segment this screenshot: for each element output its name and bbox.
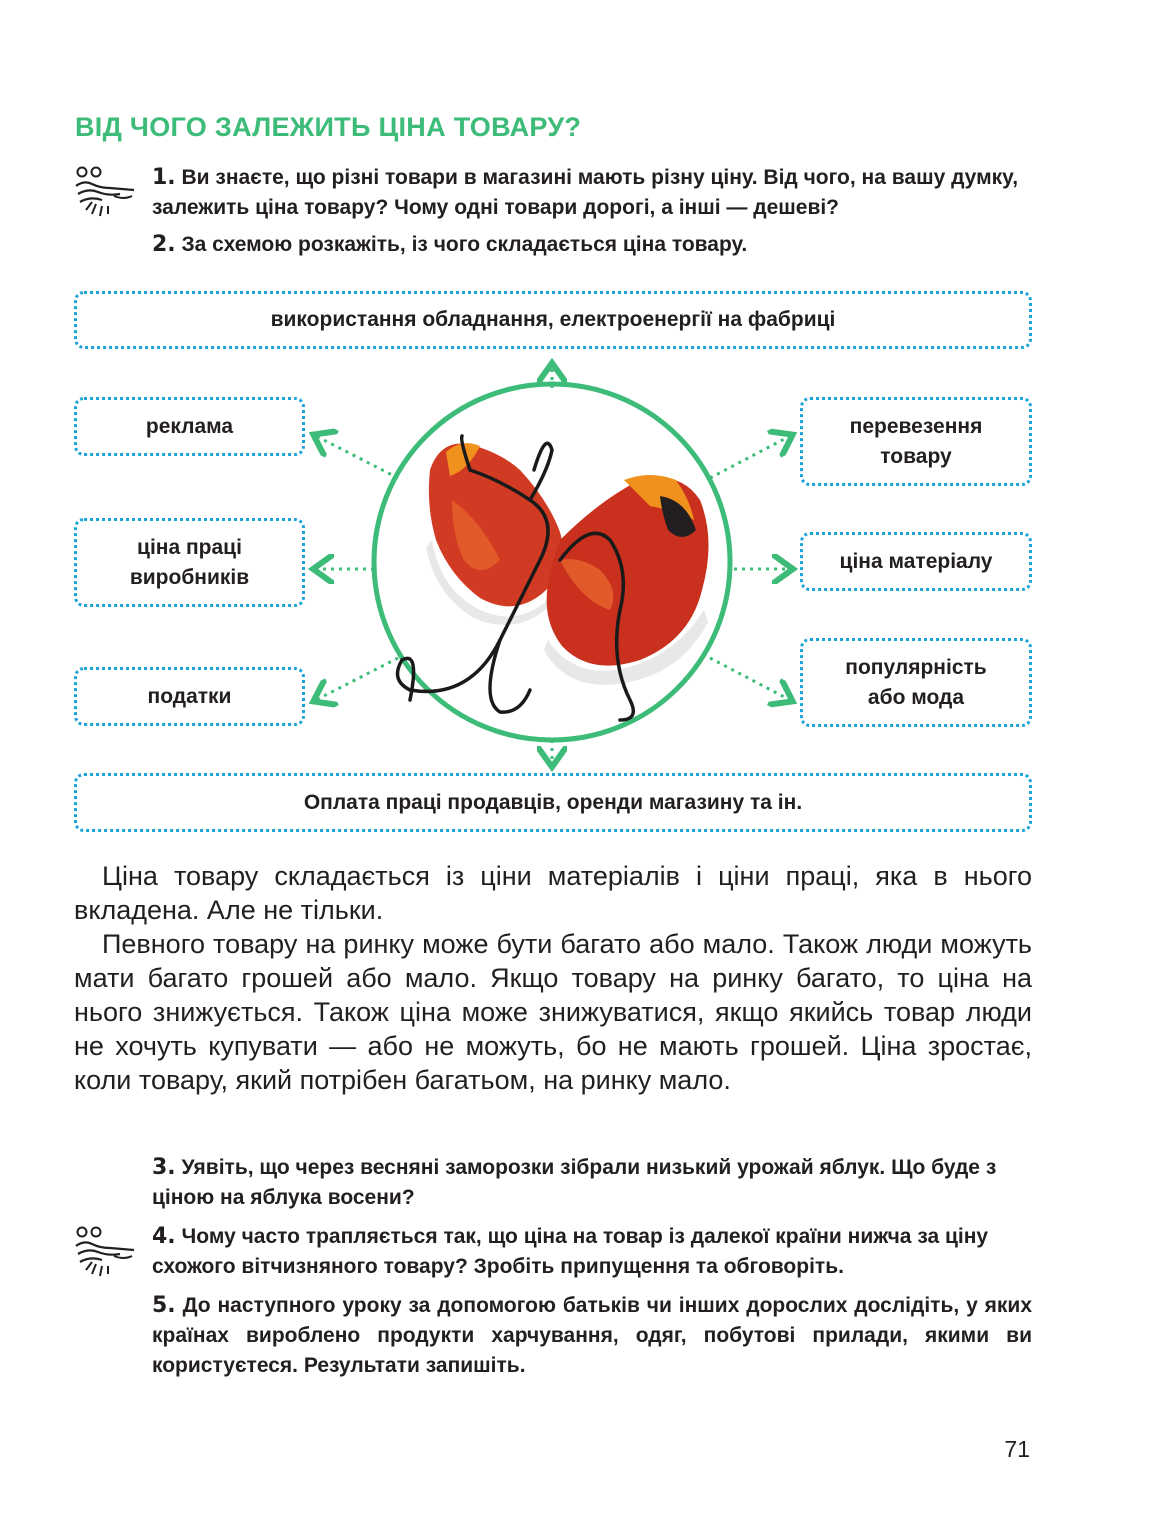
task-4 — [152, 1222, 1032, 1282]
task-number: 3. — [152, 1155, 176, 1180]
arrow-right-1 — [710, 436, 790, 478]
diagram-box-right-3: популярність або мода — [800, 638, 1032, 727]
paragraph-2 — [74, 927, 1032, 1097]
paragraph-text: Певного товару на ринку може бути багато або мало. Також люди можуть мати багато грошей або мало. Якщо товару на ринку багато, то ціна на нього знижується. Також ціна може знижуватися, якщо якийсь товар люди не хочуть купувати — або не можуть, бо не мають грошей. Ціна зростає, коли товару, який потрібен багатьом, на ринку мало. — [74, 929, 1032, 1095]
page-heading: ВІД ЧОГО ЗАЛЕЖИТЬ ЦІНА ТОВАРУ? — [75, 112, 582, 142]
task-text: Ви знаєте, що різні товари в магазині мають різну ціну. Від чого, на вашу думку, залежить ціна товару? Чому одні товари дорогі, а інші — дешеві? — [152, 166, 1019, 219]
diagram-box-left-1: реклама — [74, 397, 305, 456]
task-text: Чому часто трапляється так, що ціна на товар із далекої країни нижча за ціну схожого вітчизняного товару? Зробіть припущення та обговоріть. — [152, 1225, 989, 1278]
paragraph-text: Ціна товару складається із ціни матеріалів і ціни праці, яка в нього вкладена. Але не тільки. — [74, 861, 1032, 925]
task-number: 4. — [152, 1224, 176, 1249]
task-number: 2. — [152, 232, 176, 257]
diagram-box-left-3: податки — [74, 667, 305, 726]
arrow-right-3 — [710, 658, 790, 700]
arrow-left-3 — [316, 658, 398, 700]
task-number: 1. — [152, 165, 176, 190]
task-number: 5. — [152, 1293, 176, 1318]
task-text: За схемою розкажіть, із чого складається ціна товару. — [181, 233, 748, 256]
task-3 — [152, 1153, 1032, 1213]
diagram-box-right-2: ціна матеріалу — [800, 532, 1032, 591]
task-5 — [152, 1291, 1032, 1381]
sneakers-image — [398, 436, 709, 720]
diagram-box-top: використання обладнання, електроенергії на фабриці — [74, 291, 1032, 349]
paragraph-1 — [74, 859, 1032, 927]
diagram-box-bottom: Оплата праці продавців, оренди магазину та ін. — [74, 773, 1032, 832]
task-text: До наступного уроку за допомогою батьків чи інших дорослих дослідіть, у яких країнах вироблено продукти харчування, одяг, побутові прилади, якими ви користуєтеся. Результати запишіть. — [152, 1294, 1032, 1377]
pair-work-icon — [74, 1226, 136, 1282]
diagram-box-right-1: перевезення товару — [800, 397, 1032, 486]
task-text: Уявіть, що через весняні заморозки зібрали низький урожай яблук. Що буде з ціною на яблука восени? — [152, 1156, 997, 1209]
diagram-box-left-2: ціна праці виробників — [74, 518, 305, 607]
arrow-left-1 — [316, 436, 398, 478]
page-number: 71 — [1004, 1436, 1030, 1462]
